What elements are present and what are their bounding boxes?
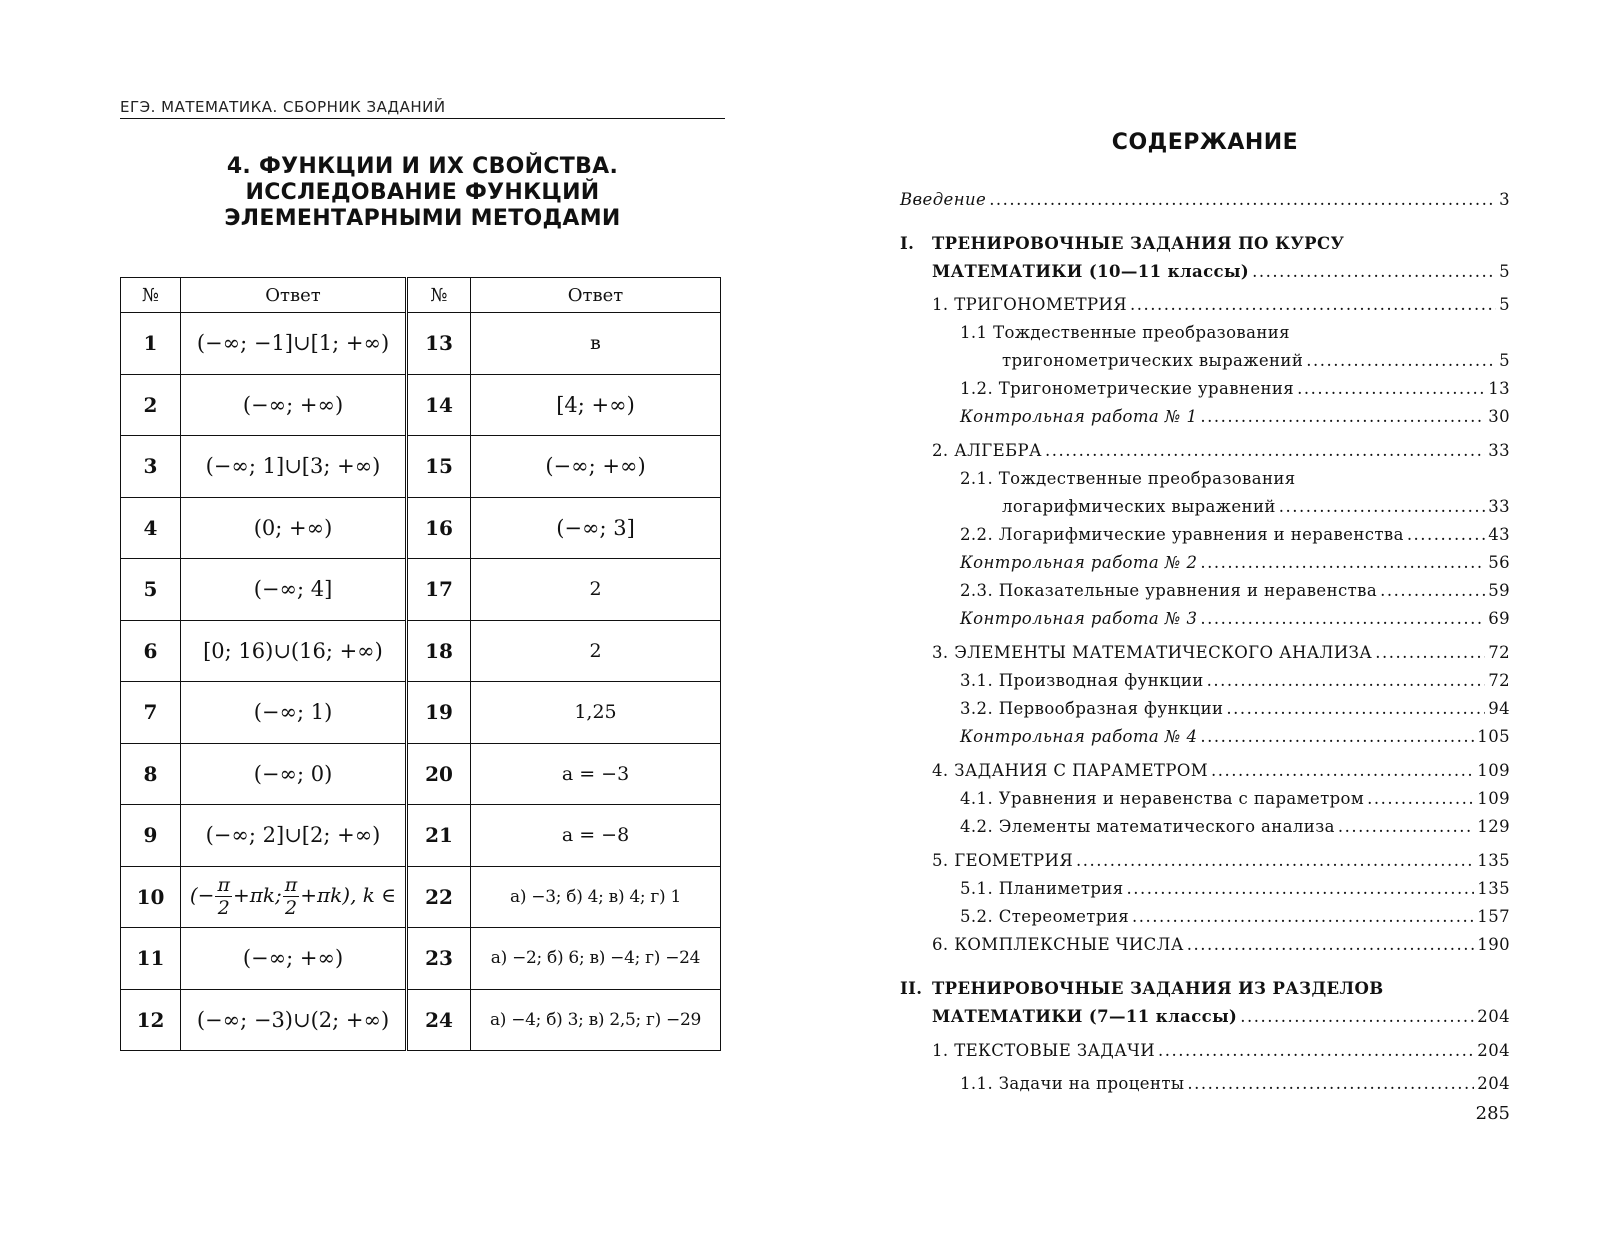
toc-page: 56 xyxy=(1488,553,1510,572)
toc-label: 5.2. Стереометрия xyxy=(960,907,1130,926)
task-answer: [4; +∞) xyxy=(471,374,721,436)
task-answer: (−∞; −3)∪(2; +∞) xyxy=(181,989,407,1051)
toc-entry[interactable]: 2.1. Тождественные преобразования xyxy=(960,469,1296,488)
toc-entry[interactable] xyxy=(960,377,1510,401)
toc-page: 204 xyxy=(1477,1007,1510,1026)
toc-entry[interactable] xyxy=(960,905,1510,929)
page-number: 285 xyxy=(1475,1103,1510,1124)
toc-leader-dots xyxy=(1045,439,1485,463)
toc-label: Контрольная работа № 1 xyxy=(960,407,1198,426)
toc-leader-dots xyxy=(1306,349,1496,373)
task-answer: а) −2; б) 6; в) −4; г) −24 xyxy=(471,928,721,990)
toc-roman-numeral: II. xyxy=(900,979,923,998)
fraction-denominator: 2 xyxy=(284,897,298,920)
toc-entry[interactable] xyxy=(1002,495,1510,519)
task-number: 2 xyxy=(121,374,181,436)
toc-entry[interactable] xyxy=(960,815,1510,839)
table-row xyxy=(121,989,721,1051)
formula-middle: +πk; xyxy=(232,883,282,908)
toc-entry[interactable] xyxy=(960,405,1510,429)
task-number: 15 xyxy=(407,436,471,498)
section-title-line-2: ИССЛЕДОВАНИЕ ФУНКЦИЙ xyxy=(245,180,600,205)
task-number: 1 xyxy=(121,313,181,375)
task-answer: а) −4; б) 3; в) 2,5; г) −29 xyxy=(471,989,721,1051)
toc-leader-dots xyxy=(1200,551,1485,575)
table-row xyxy=(121,743,721,805)
toc-page: 13 xyxy=(1488,379,1510,398)
toc-part-title-line: ТРЕНИРОВОЧНЫЕ ЗАДАНИЯ ПО КУРСУ xyxy=(932,234,1345,253)
toc-page: 204 xyxy=(1477,1074,1510,1093)
toc-part-1-subtitle[interactable] xyxy=(932,260,1510,284)
toc-label: 3. ЭЛЕМЕНТЫ МАТЕМАТИЧЕСКОГО АНАЛИЗА xyxy=(932,643,1373,662)
toc-page: 59 xyxy=(1488,581,1510,600)
formula-open: (− xyxy=(189,883,215,908)
header-answer-left: Ответ xyxy=(181,278,407,313)
toc-entry[interactable] xyxy=(960,607,1510,631)
fraction xyxy=(215,874,232,919)
toc-label: 1.1. Задачи на проценты xyxy=(960,1074,1185,1093)
toc-page: 43 xyxy=(1488,525,1510,544)
toc-entry[interactable] xyxy=(1002,349,1510,373)
toc-page: 157 xyxy=(1477,907,1510,926)
task-answer: (−∞; 1]∪[3; +∞) xyxy=(181,436,407,498)
toc-leader-dots xyxy=(1407,523,1485,547)
toc-leader-dots xyxy=(1200,725,1474,749)
toc-leader-dots xyxy=(1130,293,1496,317)
toc-label: 4. ЗАДАНИЯ С ПАРАМЕТРОМ xyxy=(932,761,1209,780)
header-num-right: № xyxy=(407,278,471,313)
task-number: 19 xyxy=(407,682,471,744)
formula-close: +πk), k ∈ xyxy=(300,883,397,908)
task-answer: в xyxy=(471,313,721,375)
toc-entry[interactable]: 1.1 Тождественные преобразования xyxy=(960,323,1290,342)
toc-leader-dots xyxy=(1375,641,1485,665)
table-row xyxy=(121,682,721,744)
toc-entry-intro[interactable] xyxy=(900,188,1510,212)
task-answer: (−∞; 3] xyxy=(471,497,721,559)
task-answer: (−∞; 0) xyxy=(181,743,407,805)
toc-label: 2.2. Логарифмические уравнения и неравенства xyxy=(960,525,1404,544)
task-answer: 1,25 xyxy=(471,682,721,744)
toc-leader-dots xyxy=(1226,697,1485,721)
toc-page: 5 xyxy=(1499,351,1510,370)
task-answer: (−∞; +∞) xyxy=(471,436,721,498)
toc-label: 4.1. Уравнения и неравенства с параметром xyxy=(960,789,1365,808)
task-answer: а) −3; б) 4; в) 4; г) 1 xyxy=(471,866,721,928)
toc-entry[interactable] xyxy=(932,849,1510,873)
fraction-denominator: 2 xyxy=(217,897,230,920)
toc-page: 135 xyxy=(1477,879,1510,898)
task-number: 21 xyxy=(407,805,471,867)
toc-label: 2.3. Показательные уравнения и неравенства xyxy=(960,581,1378,600)
toc-leader-dots xyxy=(1200,405,1485,429)
task-number: 16 xyxy=(407,497,471,559)
toc-page: 94 xyxy=(1488,699,1510,718)
toc-label: 4.2. Элементы математического анализа xyxy=(960,817,1335,836)
task-answer: (−∞; −1]∪[1; +∞) xyxy=(181,313,407,375)
toc-leader-dots xyxy=(1187,933,1475,957)
toc-page: 3 xyxy=(1499,190,1510,209)
toc-page: 69 xyxy=(1488,609,1510,628)
task-number: 6 xyxy=(121,620,181,682)
task-answer: (−∞; +∞) xyxy=(181,928,407,990)
task-answer: [0; 16)∪(16; +∞) xyxy=(181,620,407,682)
toc-leader-dots xyxy=(1132,905,1474,929)
toc-entry[interactable] xyxy=(932,439,1510,463)
toc-entry[interactable] xyxy=(960,523,1510,547)
task-number: 22 xyxy=(407,866,471,928)
task-number: 18 xyxy=(407,620,471,682)
toc-page: 105 xyxy=(1477,727,1510,746)
toc-leader-dots xyxy=(1200,607,1485,631)
toc-label: 1.2. Тригонометрические уравнения xyxy=(960,379,1295,398)
toc-page: 5 xyxy=(1499,262,1510,281)
toc-page: 109 xyxy=(1477,789,1510,808)
toc-entry[interactable] xyxy=(960,725,1510,749)
table-row xyxy=(121,313,721,375)
toc-label: 6. КОМПЛЕКСНЫЕ ЧИСЛА xyxy=(932,935,1184,954)
toc-roman-numeral: I. xyxy=(900,234,915,253)
toc-label: Контрольная работа № 3 xyxy=(960,609,1198,628)
fraction-numerator: π xyxy=(284,874,298,897)
task-answer: (0; +∞) xyxy=(181,497,407,559)
task-number: 13 xyxy=(407,313,471,375)
toc-entry[interactable] xyxy=(960,877,1510,901)
table-row xyxy=(121,805,721,867)
toc-leader-dots xyxy=(1076,849,1474,873)
task-number: 9 xyxy=(121,805,181,867)
task-number: 5 xyxy=(121,559,181,621)
task-number: 11 xyxy=(121,928,181,990)
fraction-numerator: π xyxy=(217,874,230,897)
running-header: ЕГЭ. МАТЕМАТИКА. СБОРНИК ЗАДАНИЙ xyxy=(120,98,725,119)
task-answer-formula xyxy=(181,866,407,928)
toc-label: 5.1. Планиметрия xyxy=(960,879,1124,898)
toc-entry[interactable] xyxy=(932,641,1510,665)
toc-entry[interactable] xyxy=(932,1039,1510,1063)
toc-page: 204 xyxy=(1477,1041,1510,1060)
toc-page: 109 xyxy=(1477,761,1510,780)
toc-entry[interactable] xyxy=(960,551,1510,575)
answers-table xyxy=(120,277,721,1051)
toc-entry[interactable] xyxy=(960,579,1510,603)
toc-leader-dots xyxy=(1380,579,1485,603)
toc-label: 1. ТРИГОНОМЕТРИЯ xyxy=(932,295,1128,314)
task-number: 24 xyxy=(407,989,471,1051)
table-row xyxy=(121,559,721,621)
right-page xyxy=(810,0,1620,1258)
toc-page: 72 xyxy=(1488,643,1510,662)
section-title-line-1: 4. ФУНКЦИИ И ИХ СВОЙСТВА. xyxy=(226,154,619,179)
toc-part-title-line: ТРЕНИРОВОЧНЫЕ ЗАДАНИЯ ИЗ РАЗДЕЛОВ xyxy=(932,979,1384,998)
task-number: 14 xyxy=(407,374,471,436)
task-number: 20 xyxy=(407,743,471,805)
toc-label: Введение xyxy=(900,190,987,209)
toc-page: 72 xyxy=(1488,671,1510,690)
toc-entry[interactable] xyxy=(932,293,1510,317)
toc-part-1-title[interactable] xyxy=(900,232,1344,256)
section-title-line-3: ЭЛЕМЕНТАРНЫМИ МЕТОДАМИ xyxy=(224,206,621,231)
toc-page: 129 xyxy=(1477,817,1510,836)
toc-entry[interactable] xyxy=(960,669,1510,693)
section-title xyxy=(120,154,725,232)
toc-entry[interactable] xyxy=(932,933,1510,957)
toc-leader-dots xyxy=(1297,377,1485,401)
toc-label: 5. ГЕОМЕТРИЯ xyxy=(932,851,1074,870)
task-answer: 2 xyxy=(471,620,721,682)
task-number: 23 xyxy=(407,928,471,990)
toc-label: МАТЕМАТИКИ (10—11 классы) xyxy=(932,262,1250,281)
task-number: 4 xyxy=(121,497,181,559)
toc-leader-dots xyxy=(1252,260,1496,284)
task-number: 8 xyxy=(121,743,181,805)
table-row xyxy=(121,436,721,498)
toc-page: 33 xyxy=(1488,441,1510,460)
toc-label: 3.1. Производная функции xyxy=(960,671,1204,690)
task-answer: (−∞; 2]∪[2; +∞) xyxy=(181,805,407,867)
toc-page: 5 xyxy=(1499,295,1510,314)
toc-part-2-subtitle[interactable] xyxy=(932,1005,1510,1029)
toc-label: 1. ТЕКСТОВЫЕ ЗАДАЧИ xyxy=(932,1041,1156,1060)
task-number: 10 xyxy=(121,866,181,928)
task-number: 3 xyxy=(121,436,181,498)
table-row xyxy=(121,374,721,436)
toc-label: МАТЕМАТИКИ (7—11 классы) xyxy=(932,1007,1238,1026)
toc-leader-dots xyxy=(1367,787,1474,811)
toc-label: 3.2. Первообразная функции xyxy=(960,699,1224,718)
task-answer: (−∞; 1) xyxy=(181,682,407,744)
table-row xyxy=(121,497,721,559)
toc-label: Контрольная работа № 4 xyxy=(960,727,1198,746)
table-row xyxy=(121,620,721,682)
toc-leader-dots xyxy=(1187,1072,1474,1096)
toc-title: СОДЕРЖАНИЕ xyxy=(1111,130,1299,155)
toc-entry[interactable] xyxy=(960,1072,1510,1096)
toc-label: тригонометрических выражений xyxy=(1002,351,1304,370)
task-number: 12 xyxy=(121,989,181,1051)
toc-leader-dots xyxy=(1240,1005,1474,1029)
toc-page: 135 xyxy=(1477,851,1510,870)
task-number: 17 xyxy=(407,559,471,621)
toc-leader-dots xyxy=(1158,1039,1474,1063)
toc-page: 33 xyxy=(1488,497,1510,516)
toc-entry[interactable] xyxy=(960,787,1510,811)
toc-leader-dots xyxy=(1127,877,1475,901)
header-answer-right: Ответ xyxy=(471,278,721,313)
table-row xyxy=(121,866,721,928)
task-number: 7 xyxy=(121,682,181,744)
toc-label: Контрольная работа № 2 xyxy=(960,553,1198,572)
task-answer: (−∞; 4] xyxy=(181,559,407,621)
toc-page: 30 xyxy=(1488,407,1510,426)
toc-part-2-title[interactable] xyxy=(900,977,1384,1001)
toc-label: логарифмических выражений xyxy=(1002,497,1276,516)
task-answer: (−∞; +∞) xyxy=(181,374,407,436)
toc-page: 190 xyxy=(1477,935,1510,954)
task-answer: 2 xyxy=(471,559,721,621)
toc-entry[interactable] xyxy=(960,697,1510,721)
toc-leader-dots xyxy=(1338,815,1474,839)
header-num-left: № xyxy=(121,278,181,313)
fraction xyxy=(283,874,300,919)
toc-entry[interactable] xyxy=(932,759,1510,783)
table-row xyxy=(121,928,721,990)
toc-label: 2. АЛГЕБРА xyxy=(932,441,1042,460)
toc-leader-dots xyxy=(989,188,1496,212)
toc-leader-dots xyxy=(1207,669,1486,693)
toc-leader-dots xyxy=(1279,495,1485,519)
task-answer: a = −8 xyxy=(471,805,721,867)
task-answer: a = −3 xyxy=(471,743,721,805)
table-header-row xyxy=(121,278,721,313)
toc-leader-dots xyxy=(1211,759,1474,783)
